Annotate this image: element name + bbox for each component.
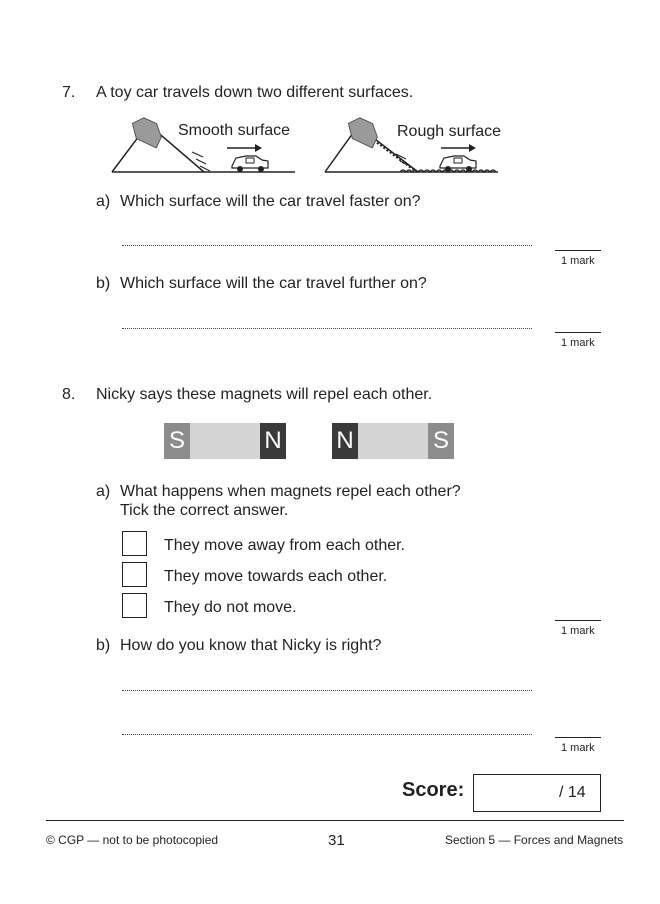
magnet-2-right-pole: S	[428, 423, 454, 459]
q8a-mark-line	[555, 620, 601, 621]
q8b-answer-line-2[interactable]	[122, 734, 532, 735]
q7a-text: Which surface will the car travel faster on?	[120, 193, 421, 210]
q7a-answer-line[interactable]	[122, 245, 532, 246]
question-8-number: 8.	[62, 386, 76, 403]
score-label: Score:	[402, 779, 465, 801]
q7b-mark-line	[555, 332, 601, 333]
q7b-mark: 1 mark	[561, 337, 595, 349]
smooth-ramp	[112, 114, 295, 172]
magnet-1-body	[190, 423, 260, 459]
tickbox-away[interactable]	[122, 531, 147, 556]
q8a-letter: a)	[96, 483, 111, 500]
magnet-2-left-pole: N	[332, 423, 358, 459]
tickbox-towards[interactable]	[122, 562, 147, 587]
q7b-text: Which surface will the car travel further on?	[120, 275, 427, 292]
q7a-mark-line	[555, 250, 601, 251]
q7a-mark: 1 mark	[561, 255, 595, 267]
q8b-letter: b)	[96, 637, 111, 654]
magnet-2	[332, 423, 454, 459]
footer-copyright: © CGP — not to be photocopied	[46, 833, 219, 847]
q7a-letter: a)	[96, 193, 111, 210]
rough-surface-label: Rough surface	[397, 123, 502, 140]
option-away: They move away from each other.	[164, 537, 405, 554]
q8b-mark: 1 mark	[561, 742, 595, 754]
question-8-text: Nicky says these magnets will repel each other.	[96, 386, 433, 403]
question-7-number: 7.	[62, 84, 76, 101]
q8a-line2: Tick the correct answer.	[120, 502, 289, 519]
magnet-1-left-pole: S	[164, 423, 190, 459]
rough-ramp	[325, 114, 498, 172]
q7b-answer-line[interactable]	[122, 328, 532, 329]
q7b-letter: b)	[96, 275, 111, 292]
question-7-text: A toy car travels down two different surfaces.	[96, 84, 414, 101]
score-box[interactable]	[473, 774, 601, 812]
q8a-line1: What happens when magnets repel each other?	[120, 483, 461, 500]
footer-divider	[46, 820, 624, 821]
smooth-surface-label: Smooth surface	[178, 122, 291, 139]
magnet-1-right-pole: N	[260, 423, 286, 459]
magnet-1	[164, 423, 286, 459]
score-total: / 14	[559, 784, 586, 801]
page-number: 31	[328, 832, 345, 849]
tickbox-not-move[interactable]	[122, 593, 147, 618]
option-towards: They move towards each other.	[164, 568, 388, 585]
ramps-illustration	[100, 112, 520, 182]
q8a-mark: 1 mark	[561, 625, 595, 637]
footer-section: Section 5 — Forces and Magnets	[445, 833, 624, 847]
magnet-2-body	[358, 423, 428, 459]
q8b-text: How do you know that Nicky is right?	[120, 637, 382, 654]
q8b-mark-line	[555, 737, 601, 738]
q8b-answer-line-1[interactable]	[122, 690, 532, 691]
option-not-move: They do not move.	[164, 599, 297, 616]
